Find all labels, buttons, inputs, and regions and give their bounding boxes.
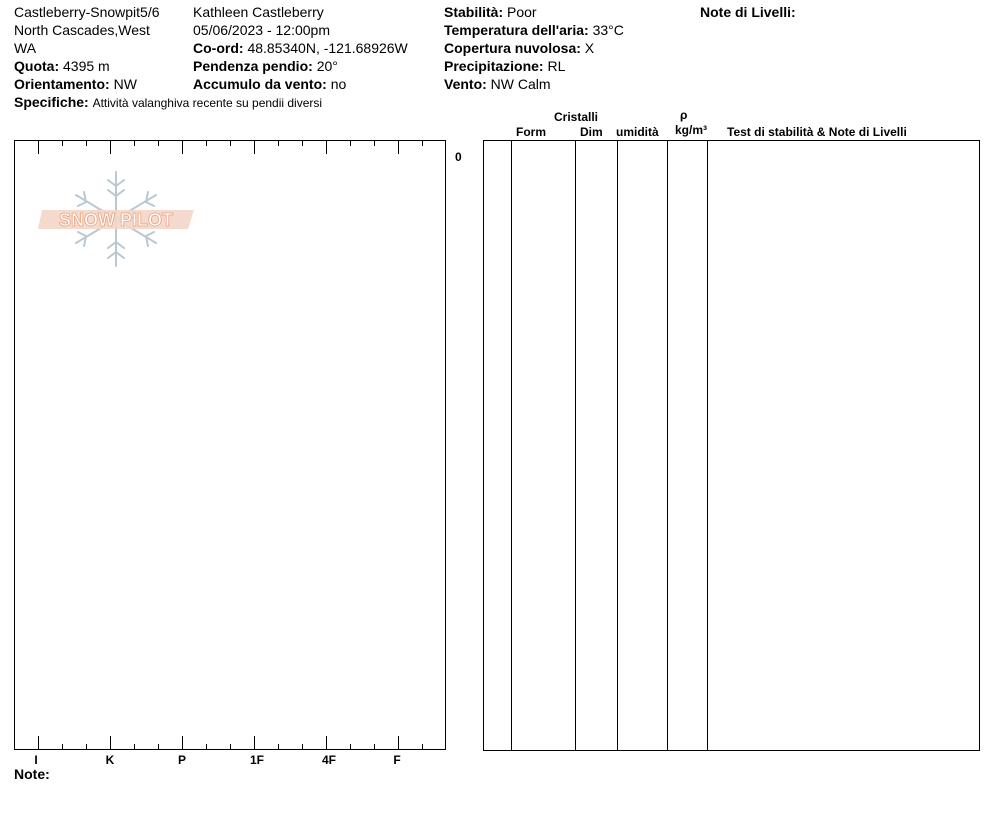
location-line2: WA (14, 40, 37, 56)
notes-label: Note: (14, 766, 50, 782)
column-divider (667, 141, 668, 750)
layer-table (483, 140, 980, 751)
hardness-tick (206, 744, 207, 750)
elevation-value: 4395 m (63, 58, 110, 74)
column-divider (707, 141, 708, 750)
hardness-tick (278, 140, 279, 146)
air-temp-value: 33°C (592, 22, 624, 38)
column-divider (575, 141, 576, 750)
air-temp-label: Temperatura dell'aria: (444, 22, 589, 38)
specifics-label: Specifiche: (14, 94, 89, 110)
coordinates (193, 39, 408, 57)
hardness-tick (38, 140, 39, 154)
hardness-tick (374, 744, 375, 750)
coord-value: 48.85340N, -121.68926W (247, 40, 408, 56)
hardness-tick (110, 140, 111, 154)
wind (444, 75, 551, 93)
hardness-tick (230, 140, 231, 146)
column-divider (511, 141, 512, 750)
hardness-tick (110, 736, 111, 750)
wind-label: Vento: (444, 76, 487, 92)
observer: Kathleen Castleberry (193, 4, 324, 20)
hardness-tick (326, 140, 327, 154)
hardness-tick (134, 744, 135, 750)
hardness-tick (182, 736, 183, 750)
hardness-tick (350, 744, 351, 750)
snowpilot-logo (36, 170, 196, 270)
elevation (14, 57, 110, 75)
aspect-label: Orientamento: (14, 76, 110, 92)
hardness-tick (158, 744, 159, 750)
stability-label: Stabilità: (444, 4, 504, 20)
slope-value: 20° (316, 58, 338, 74)
hardness-tick (206, 140, 207, 146)
moisture-label: umidità (616, 125, 659, 139)
hardness-label-4f: 4F (321, 753, 336, 767)
density-symbol: ρ (680, 108, 688, 122)
hardness-tick (182, 140, 183, 154)
stability (444, 3, 537, 21)
wind-loading-value: no (330, 76, 347, 92)
hardness-tick (350, 140, 351, 146)
hardness-tick (254, 736, 255, 750)
column-divider (617, 141, 618, 750)
hardness-tick (38, 736, 39, 750)
crystals-label: Cristalli (554, 110, 599, 124)
precip-label: Precipitazione: (444, 58, 544, 74)
hardness-tick (302, 140, 303, 146)
hardness-tick (158, 140, 159, 146)
hardness-tick (302, 744, 303, 750)
hardness-tick (86, 744, 87, 750)
specifics-value: Attività valanghiva recente su pendii diversi (92, 96, 323, 110)
wind-loading-label: Accumulo da vento: (193, 76, 327, 92)
pit-name: Castleberry-Snowpit5/6 (14, 4, 160, 20)
hardness-tick (134, 140, 135, 146)
hardness-tick (422, 140, 423, 146)
elevation-label: Quota: (14, 58, 60, 74)
hardness-tick (86, 140, 87, 146)
sky-cover (444, 39, 594, 57)
hardness-label-p: P (177, 753, 186, 767)
wind-value: NW Calm (490, 76, 551, 92)
hardness-label-i: I (34, 753, 38, 767)
hardness-tick (398, 736, 399, 750)
size-label: Dim (580, 125, 603, 139)
hardness-label-1f: 1F (249, 753, 264, 767)
snowflake-icon (36, 170, 196, 270)
hardness-tick (278, 744, 279, 750)
hardness-tick (62, 140, 63, 146)
air-temperature (444, 21, 624, 39)
hardness-tick (398, 140, 399, 154)
hardness-tick (374, 140, 375, 146)
datetime: 05/06/2023 - 12:00pm (193, 22, 330, 38)
location-line1: North Cascades,West (14, 22, 150, 38)
stability-tests-label: Test di stabilità & Note di Livelli (727, 125, 907, 139)
slope (193, 57, 338, 75)
specifics (14, 93, 322, 112)
hardness-tick (326, 736, 327, 750)
form-label: Form (516, 125, 546, 139)
precipitation (444, 57, 565, 75)
hardness-label-f: F (393, 753, 401, 767)
aspect (14, 75, 137, 93)
wind-loading (193, 75, 346, 93)
layer-notes-label: Note di Livelli: (700, 4, 796, 20)
hardness-label-k: K (105, 753, 115, 767)
density-unit: kg/m³ (675, 123, 708, 137)
aspect-value: NW (113, 76, 137, 92)
precip-value: RL (547, 58, 566, 74)
depth-zero-label: 0 (455, 150, 462, 164)
hardness-tick (230, 744, 231, 750)
logo-text: SNOW PILOT (59, 210, 173, 230)
coord-label: Co-ord: (193, 40, 244, 56)
slope-label: Pendenza pendio: (193, 58, 313, 74)
hardness-tick (422, 744, 423, 750)
stability-value: Poor (507, 4, 537, 20)
sky-value: X (584, 40, 595, 56)
sky-label: Copertura nuvolosa: (444, 40, 581, 56)
hardness-tick (62, 744, 63, 750)
hardness-tick (254, 140, 255, 154)
